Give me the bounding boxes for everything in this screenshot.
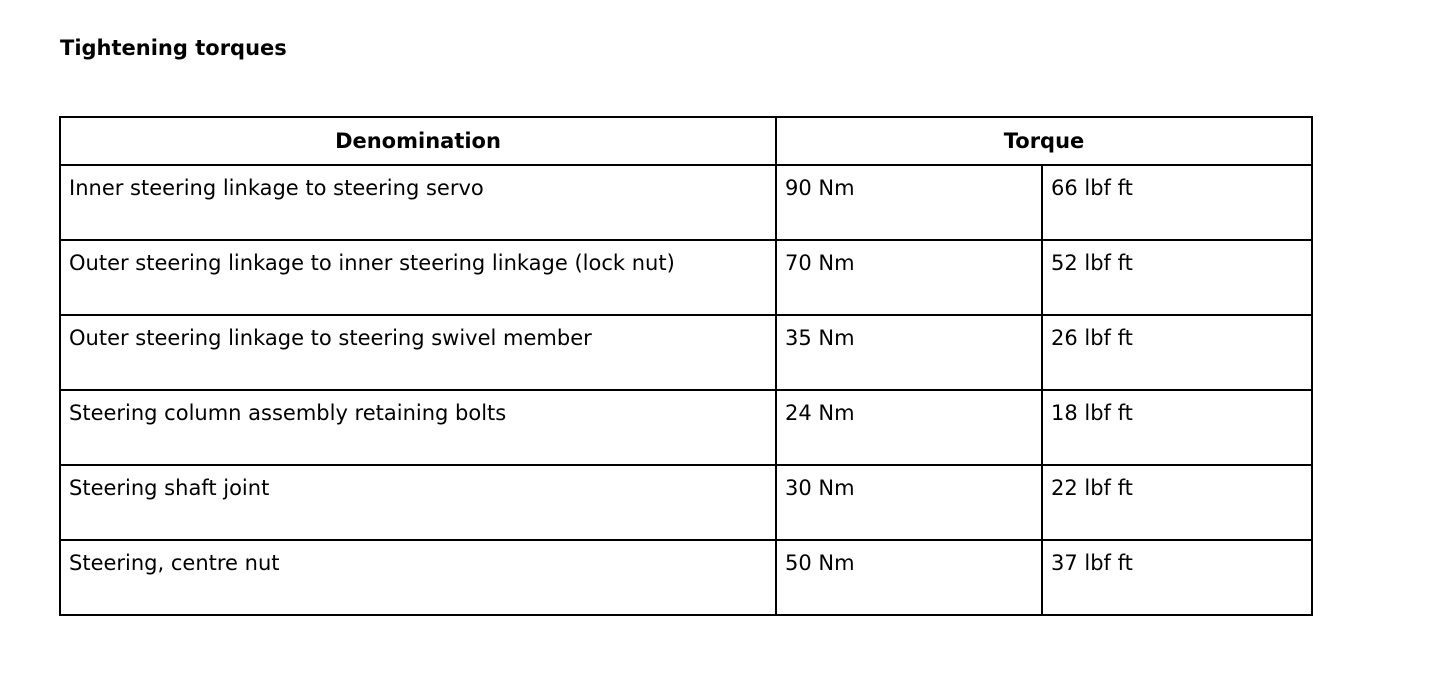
torque-lbf-cell: 26 lbf ft	[1042, 315, 1312, 390]
torque-nm-cell: 35 Nm	[776, 315, 1042, 390]
denomination-cell: Steering shaft joint	[60, 465, 776, 540]
torque-lbf-cell: 37 lbf ft	[1042, 540, 1312, 615]
denomination-cell: Outer steering linkage to inner steering linkage (lock nut)	[60, 240, 776, 315]
denomination-cell: Steering column assembly retaining bolts	[60, 390, 776, 465]
table-row	[60, 465, 1312, 540]
torque-table	[59, 116, 1313, 616]
header-denomination: Denomination	[60, 117, 776, 165]
table-header-row	[60, 117, 1312, 165]
denomination-cell: Inner steering linkage to steering servo	[60, 165, 776, 240]
page-title: Tightening torques	[60, 36, 287, 60]
denomination-cell: Outer steering linkage to steering swivel member	[60, 315, 776, 390]
header-torque: Torque	[776, 117, 1312, 165]
table-row	[60, 165, 1312, 240]
torque-lbf-cell: 66 lbf ft	[1042, 165, 1312, 240]
table-row	[60, 315, 1312, 390]
torque-nm-cell: 50 Nm	[776, 540, 1042, 615]
table-row	[60, 540, 1312, 615]
denomination-cell: Steering, centre nut	[60, 540, 776, 615]
torque-lbf-cell: 18 lbf ft	[1042, 390, 1312, 465]
table-row	[60, 240, 1312, 315]
torque-lbf-cell: 22 lbf ft	[1042, 465, 1312, 540]
torque-nm-cell: 70 Nm	[776, 240, 1042, 315]
torque-nm-cell: 90 Nm	[776, 165, 1042, 240]
torque-nm-cell: 24 Nm	[776, 390, 1042, 465]
torque-nm-cell: 30 Nm	[776, 465, 1042, 540]
torque-lbf-cell: 52 lbf ft	[1042, 240, 1312, 315]
table-row	[60, 390, 1312, 465]
